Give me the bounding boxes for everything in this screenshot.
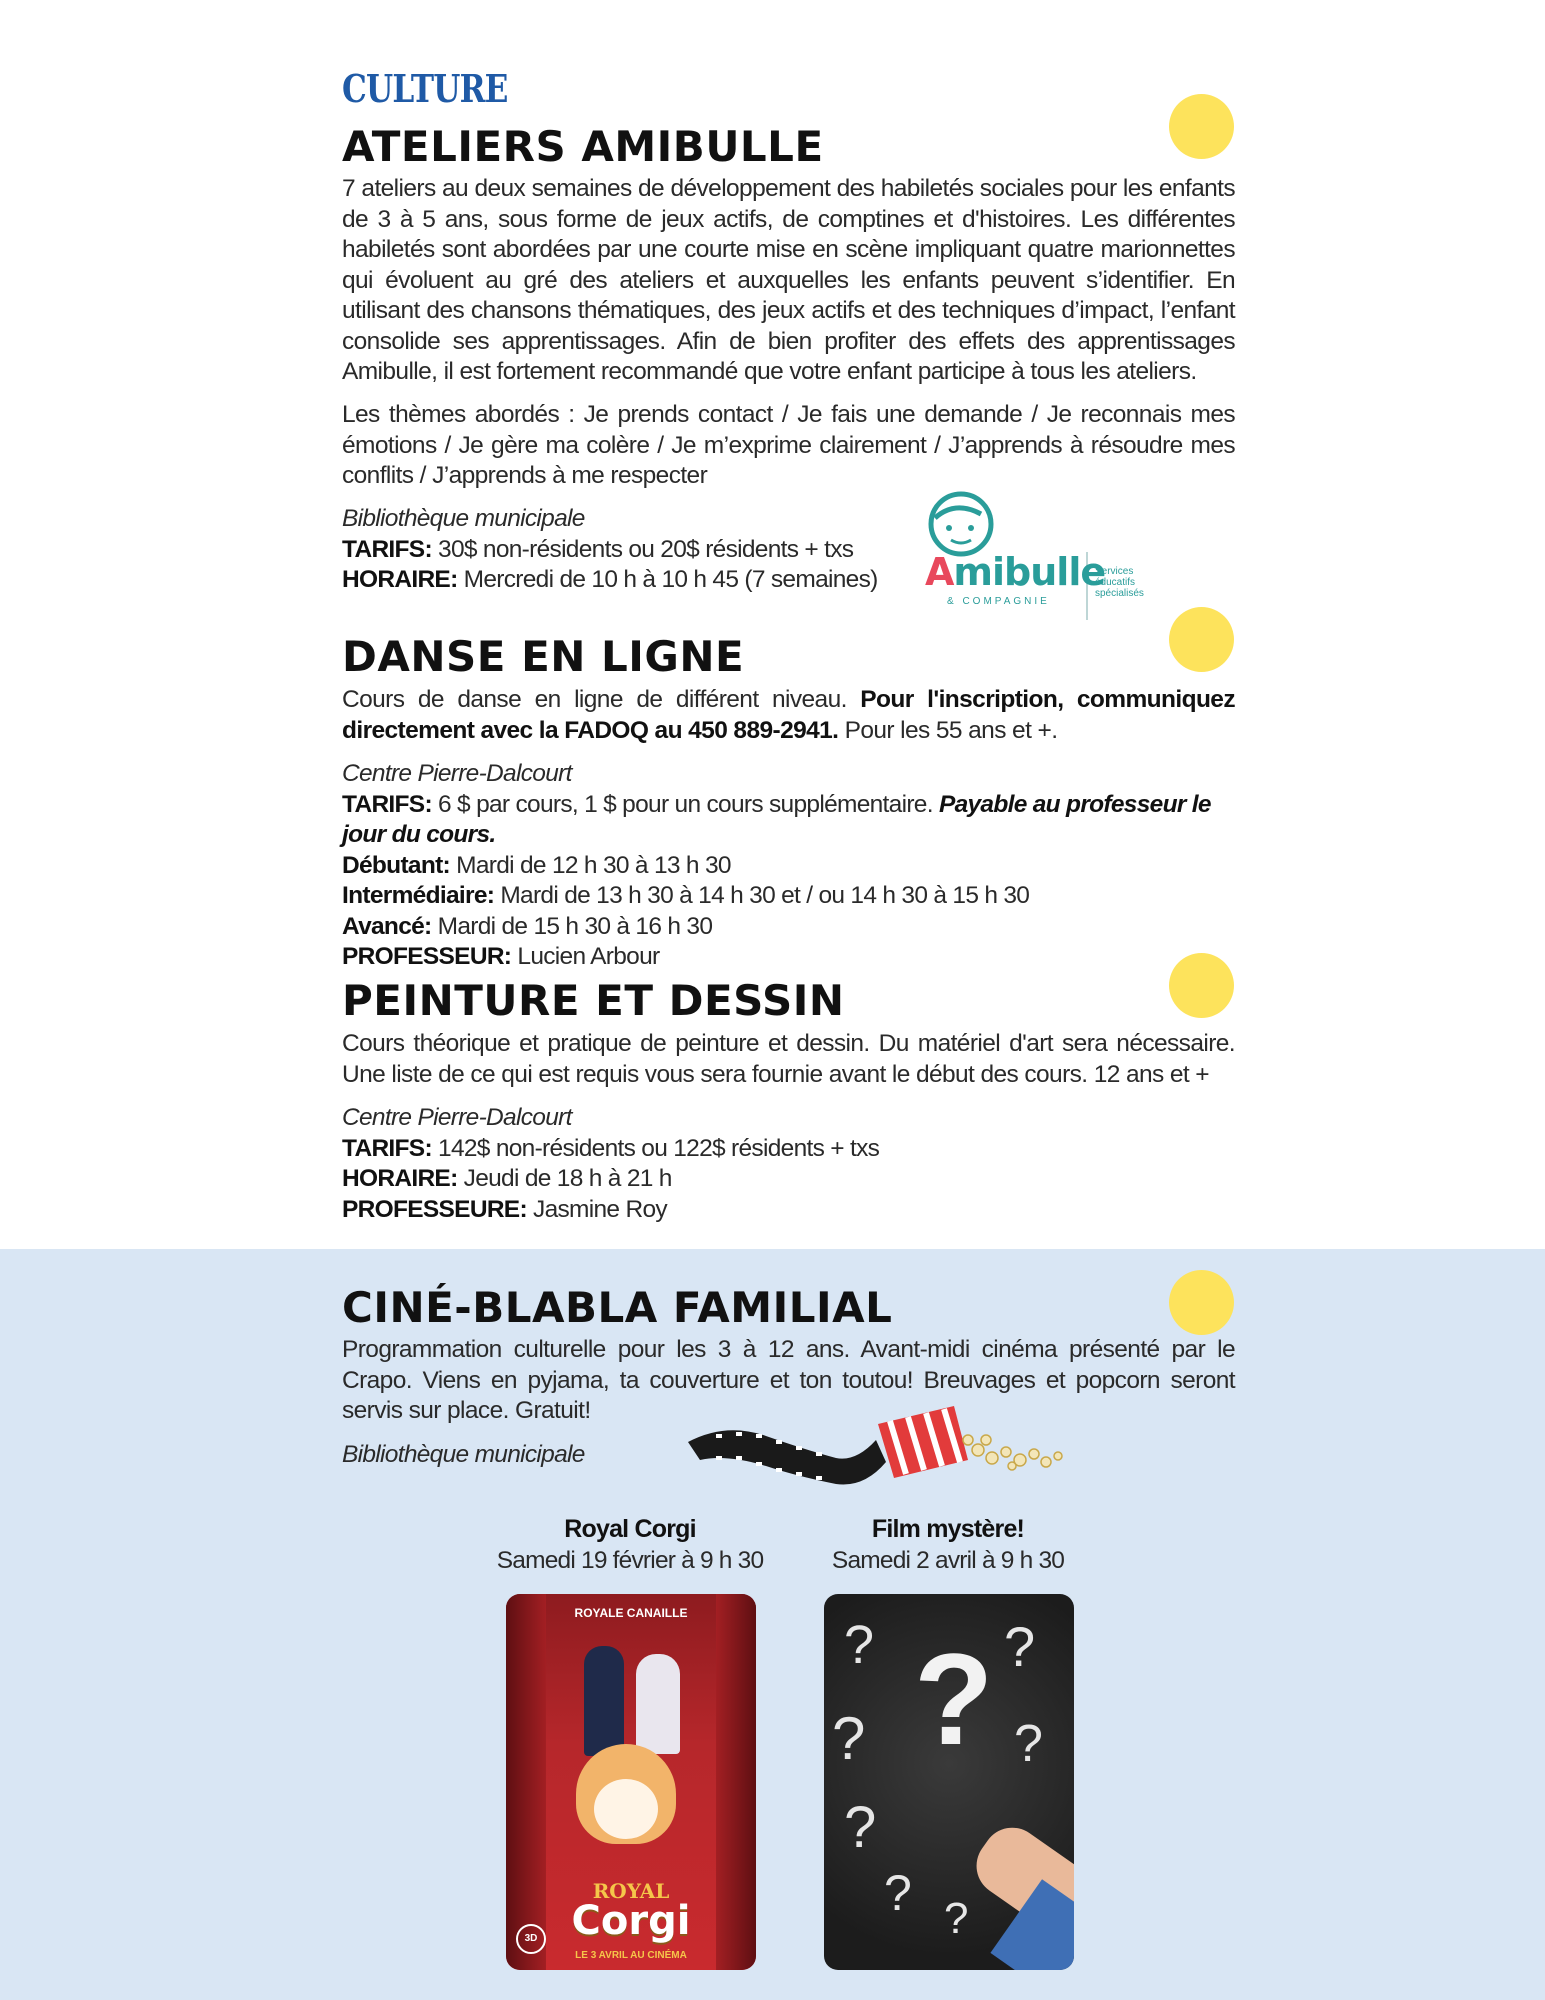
danse-tarifs: TARIFS: 6 $ par cours, 1 $ pour un cours supplémentaire. Payable au professeur le jour du cours. — [342, 790, 1211, 848]
yellow-dot-decoration — [1169, 94, 1234, 159]
danse-registration-note: Pour l'inscription, communiquez directement avec la FADOQ au 450 889-2941. — [342, 686, 1235, 744]
film-mystere-poster — [824, 1594, 1074, 1970]
danse-intermediaire: Intermédiaire: Mardi de 13 h 30 à 14 h 30 et / ou 14 h 30 à 15 h 30 — [342, 882, 1030, 909]
peinture-horaire: HORAIRE: Jeudi de 18 h à 21 h — [342, 1165, 672, 1192]
section-category: CULTURE — [342, 66, 508, 111]
film-popcorn-illustration — [686, 1400, 1072, 1500]
amibulle-tagline: & COMPAGNIE — [947, 596, 1050, 607]
peinture-professeure: PROFESSEURE: Jasmine Roy — [342, 1195, 667, 1223]
danse-payment-note: Payable au professeur le jour du cours. — [342, 790, 1211, 848]
amibulle-wordmark: Amibulle — [925, 550, 1106, 594]
danse-professeur: PROFESSEUR: Lucien Arbour — [342, 943, 660, 970]
peinture-location: Centre Pierre-Dalcourt — [342, 1104, 572, 1131]
danse-avance: Avancé: Mardi de 15 h 30 à 16 h 30 — [342, 912, 713, 940]
amibulle-location: Bibliothèque municipale — [342, 505, 585, 532]
danse-description: Cours de danse en ligne de différent niveau. Pour l'inscription, communiquez directement avec la FADOQ au 450 889-2941. Pour les 55 ans et +. — [342, 686, 1235, 744]
royal-corgi-poster — [506, 1594, 756, 1970]
cine-description: Programmation culturelle pour les 3 à 12 ans. Avant-midi cinéma présenté par le Crapo. Viens en pyjama, ta couverture et ton toutou! Breuvages et popcorn seront servis sur place. Gratuit! — [342, 1336, 1235, 1424]
question-mark: ? — [884, 1865, 912, 1921]
poster-top-title: ROYALE CANAILLE — [574, 1606, 688, 1620]
cine-title: CINÉ-BLABLA FAMILIAL — [342, 1283, 893, 1332]
amibulle-description: 7 ateliers au deux semaines de développement des habiletés sociales pour les enfants de 3 à 5 ans, sous forme de jeux actifs, de comptines et d'histoires. Les différentes habiletés sont abordées par une courte mise en scène impliquant quatre marionnettes qui évoluent au gré des ateliers et auxquelles les enfants peuvent s’identifier. En utilisant des chansons thématiques, des jeux actifs et des techniques d’impact, l’enfant consolide ses apprentissages. Afin de bien profiter des effets des apprentissages Amibulle, il est fortement recommandé que votre enfant participe à tous les ateliers. — [342, 175, 1235, 385]
danse-title: DANSE EN LIGNE — [342, 632, 745, 681]
danse-info — [342, 759, 1235, 973]
danse-location: Centre Pierre-Dalcourt — [342, 760, 572, 787]
poster-release-date: LE 3 AVRIL AU CINÉMA — [575, 1950, 687, 1961]
movie-date: Samedi 2 avril à 9 h 30 — [831, 1547, 1065, 1574]
question-mark: ? — [844, 1795, 877, 1860]
peinture-title: PEINTURE ET DESSIN — [342, 976, 845, 1025]
question-mark: ? — [832, 1705, 866, 1772]
tarifs-value: 30$ non-résidents ou 20$ résidents + txs — [431, 535, 854, 563]
horaire-value: Mercredi de 10 h à 10 h 45 (7 semaines) — [457, 566, 878, 593]
poster-logo-corgi: Corgi — [571, 1898, 691, 1944]
horaire-label: HORAIRE: — [342, 566, 458, 593]
amibulle-title: ATELIERS AMIBULLE — [342, 122, 824, 171]
king-figure — [584, 1646, 624, 1756]
cine-location: Bibliothèque municipale — [342, 1441, 585, 1468]
popcorn-box-icon — [878, 1406, 968, 1478]
danse-debutant: Débutant: Mardi de 12 h 30 à 13 h 30 — [342, 851, 731, 879]
yellow-dot-decoration — [1169, 607, 1234, 672]
movie-date: Samedi 19 février à 9 h 30 — [496, 1547, 764, 1574]
corgi-face — [594, 1779, 658, 1839]
tarifs-label: TARIFS: — [342, 535, 432, 563]
poster-logo-top: ROYAL — [592, 1879, 670, 1903]
poster-3d-badge: 3D — [516, 1924, 546, 1954]
peinture-tarifs: TARIFS: 142$ non-résidents ou 122$ résidents + txs — [342, 1134, 880, 1162]
yellow-dot-decoration — [1169, 953, 1234, 1018]
amibulle-themes: Les thèmes abordés : Je prends contact / Je fais une demande / Je reconnais mes émotions / Je gère ma colère / Je m’exprime clairement / J’apprends à résoudre mes conflits / J’apprends à me respecter — [342, 401, 1235, 489]
movie-card-film-mystere — [798, 1514, 1098, 1576]
movie-title: Film mystère! — [871, 1515, 1025, 1543]
question-mark: ? — [844, 1615, 875, 1675]
peinture-info — [342, 1103, 1235, 1225]
yellow-dot-decoration — [1169, 1270, 1234, 1335]
amibulle-services: Services éducatifs spécialisés — [1095, 566, 1144, 599]
queen-figure — [636, 1654, 680, 1754]
film-strip-icon — [686, 1400, 1072, 1500]
movie-card-royal-corgi — [480, 1514, 780, 1576]
question-mark: ? — [944, 1894, 969, 1943]
amibulle-logo — [925, 490, 1155, 620]
question-mark-large: ? — [914, 1626, 994, 1772]
movie-title: Royal Corgi — [564, 1515, 696, 1543]
question-mark: ? — [1014, 1715, 1043, 1773]
question-mark: ? — [1004, 1615, 1036, 1678]
peinture-description: Cours théorique et pratique de peinture et dessin. Du matériel d'art sera nécessaire. Une liste de ce qui est requis vous sera fournie avant le début des cours. 12 ans et + — [342, 1030, 1235, 1088]
